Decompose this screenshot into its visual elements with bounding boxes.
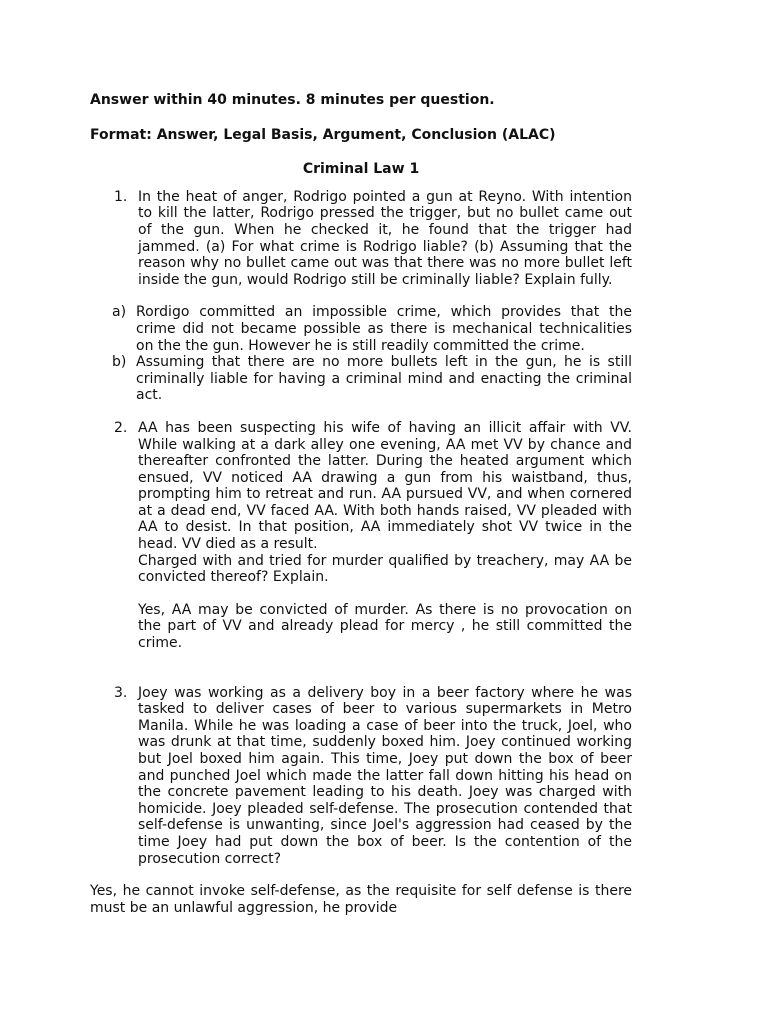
document-title: Criminal Law 1 <box>302 161 420 178</box>
answer-1b <box>90 354 632 404</box>
question-text-followup: Charged with and tried for murder qualified by treachery, may AA be convicted thereof? Explain. <box>138 552 632 586</box>
document-page <box>90 92 632 916</box>
answer-1a <box>90 304 632 354</box>
question-text: In the heat of anger, Rodrigo pointed a gun at Reyno. With intention to kill the latter, Rodrigo pressed the trigger, but no bullet came out of the gun. When he checked it, he found that the trigger had jammed. (a) For what crime is Rodrigo liable? (b) Assuming that the reason why no bullet came out was that there was no more bullet left inside the gun, would Rodrigo still be criminally liable? Explain fully. <box>138 188 632 288</box>
question-2 <box>90 420 632 652</box>
question-number: 3. <box>114 684 128 701</box>
answer-text: Rordigo committed an impossible crime, which provides that the crime did not became possible as there is mechanical technicalities on the the gun. However he is still readily committed the crime. <box>136 304 632 354</box>
answer-letter: a) <box>112 304 127 321</box>
answer-letter: b) <box>112 354 127 371</box>
answer-3: Yes, he cannot invoke self-defense, as the requisite for self defense is there must be an unlawful aggression, he provide <box>90 883 632 916</box>
format-line: Format: Answer, Legal Basis, Argument, Conclusion (ALAC) <box>90 126 556 143</box>
answer-text: Yes, AA may be convicted of murder. As there is no provocation on the part of VV and already plead for mercy , he still committed the crime. <box>138 601 632 652</box>
instructions-line: Answer within 40 minutes. 8 minutes per question. <box>90 92 495 108</box>
question-text: Joey was working as a delivery boy in a beer factory where he was tasked to deliver cases of beer to various supermarkets in Metro Manila. While he was loading a case of beer into the truck, Joel, who was drunk at that time, suddenly boxed him. Joey continued working but Joel boxed him again. This time, Joey put down the box of beer and punched Joel which made the latter fall down hitting his head on the concrete pavement leading to his death. Joey was charged with homicide. Joey pleaded self-defense. The prosecution contended that self-defense is unwanting, since Joel's aggression had ceased by the time Joey had put down the box of beer. Is the contention of the prosecution correct? <box>138 684 632 867</box>
question-number: 1. <box>114 188 128 205</box>
answer-text: Assuming that there are no more bullets left in the gun, he is still criminally liable for having a criminal mind and enacting the criminal act. <box>136 354 632 404</box>
question-text: AA has been suspecting his wife of having an illicit affair with VV. While walking at a dark alley one evening, AA met VV by chance and thereafter confronted the latter. During the heated argument which ensued, VV noticed AA drawing a gun from his waistband, thus, prompting him to retreat and run. AA pursued VV, and when cornered at a dead end, VV faced AA. With both hands raised, VV pleaded with AA to desist. In that position, AA immediately shot VV twice in the head. VV died as a result. <box>138 419 632 553</box>
question-3 <box>90 685 632 868</box>
question-number: 2. <box>114 419 128 436</box>
question-1 <box>90 189 632 289</box>
